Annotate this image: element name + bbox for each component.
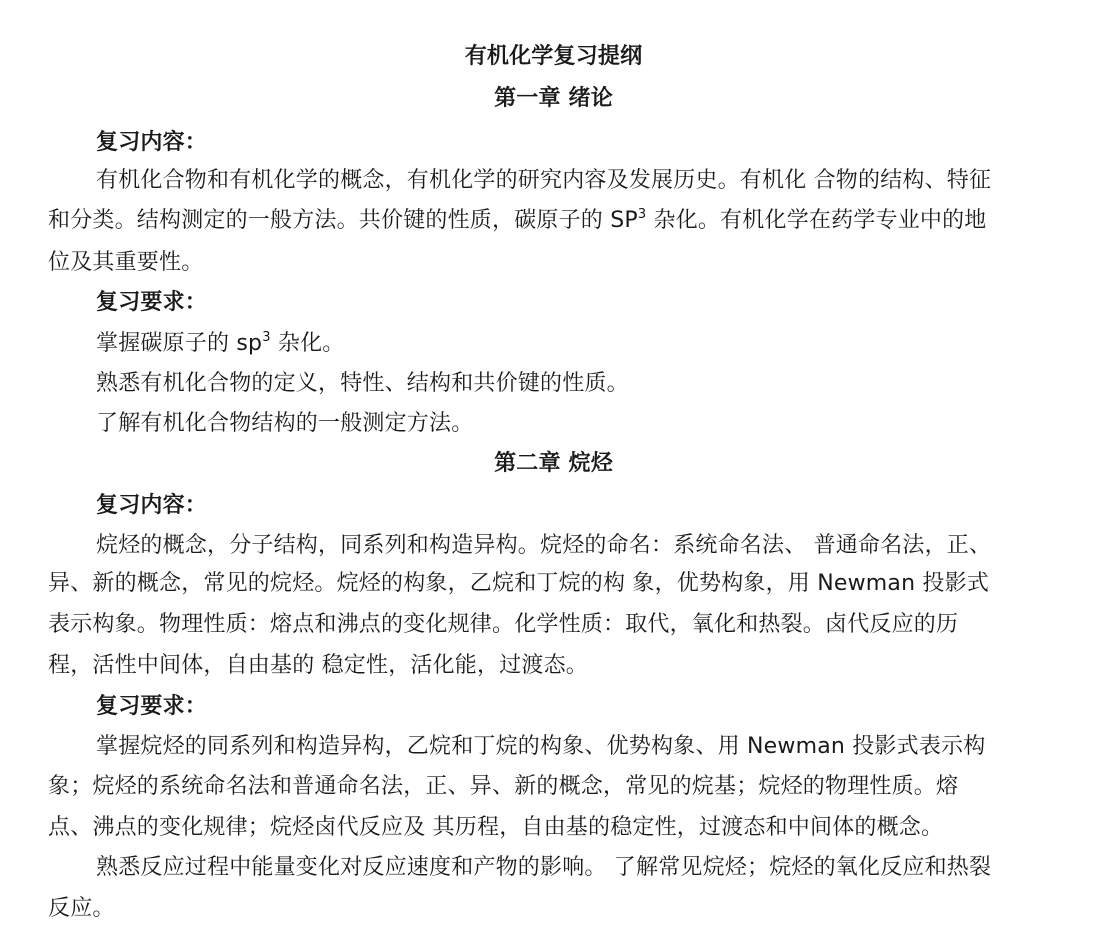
chapter-1-content-heading: 复习内容： — [96, 130, 208, 155]
chapter-1-req-heading: 复习要求： — [96, 290, 208, 315]
chapter-1-content-line-2b: 杂化。有机化学在药学专业中的地 — [646, 208, 987, 233]
superscript-3: 3 — [637, 207, 647, 222]
chapter-1-content-line-2a: 和分类。结构测定的一般方法。共价键的性质，碳原子的 SP — [48, 208, 638, 233]
chapter-2-content-line-2: 异、新的概念，常见的烷烃。烷烃的构象，乙烷和丁烷的构 象，优势构象，用 Newman 投影式 — [48, 571, 990, 596]
chapter-2-req-line-5: 反应。 — [48, 896, 115, 921]
chapter-2-req-line-2: 象；烷烃的系统命名法和普通命名法，正、异、新的概念，常见的烷基；烷烃的物理性质。熔 — [48, 774, 959, 799]
chapter-1-req-line-1 — [96, 331, 345, 357]
chapter-2-title: 第二章 烷烃 — [494, 451, 613, 476]
chapter-1-req-line-1b: 杂化。 — [270, 331, 345, 356]
chapter-2-req-line-4: 熟悉反应过程中能量变化对反应速度和产物的影响。 了解常见烷烃；烷烃的氧化反应和热裂 — [96, 855, 992, 880]
chapter-1-content-line-3: 位及其重要性。 — [48, 250, 204, 275]
chapter-2-req-line-1: 掌握烷烃的同系列和构造异构，乙烷和丁烷的构象、优势构象、用 Newman 投影式表示构 — [96, 734, 986, 759]
chapter-1-req-line-2: 熟悉有机化合物的定义，特性、结构和共价键的性质。 — [96, 371, 629, 396]
chapter-2-req-heading: 复习要求： — [96, 694, 208, 719]
chapter-2-req-line-3: 点、沸点的变化规律；烷烃卤代反应及 其历程，自由基的稳定性，过渡态和中间体的概念。 — [48, 815, 944, 840]
chapter-2-content-line-4: 程，活性中间体，自由基的 稳定性，活化能，过渡态。 — [48, 653, 588, 678]
chapter-2-content-line-1: 烷烃的概念，分子结构，同系列和构造异构。烷烃的命名：系统命名法、 普通命名法，正、 — [96, 533, 992, 558]
chapter-2-content-line-3: 表示构象。物理性质：熔点和沸点的变化规律。化学性质：取代，氧化和热裂。卤代反应的历 — [48, 612, 959, 637]
chapter-1-title: 第一章 绪论 — [494, 86, 613, 111]
chapter-1-content-line-1: 有机化合物和有机化学的概念，有机化学的研究内容及发展历史。有机化 合物的结构、特征 — [96, 168, 992, 193]
chapter-1-content-line-2 — [48, 208, 987, 234]
chapter-1-req-line-1a: 掌握碳原子的 sp — [96, 331, 263, 356]
chapter-1-req-line-3: 了解有机化合物结构的一般测定方法。 — [96, 411, 474, 436]
chapter-2-content-heading: 复习内容： — [96, 493, 208, 518]
superscript-3: 3 — [262, 330, 271, 345]
document-title: 有机化学复习提纲 — [464, 44, 643, 69]
